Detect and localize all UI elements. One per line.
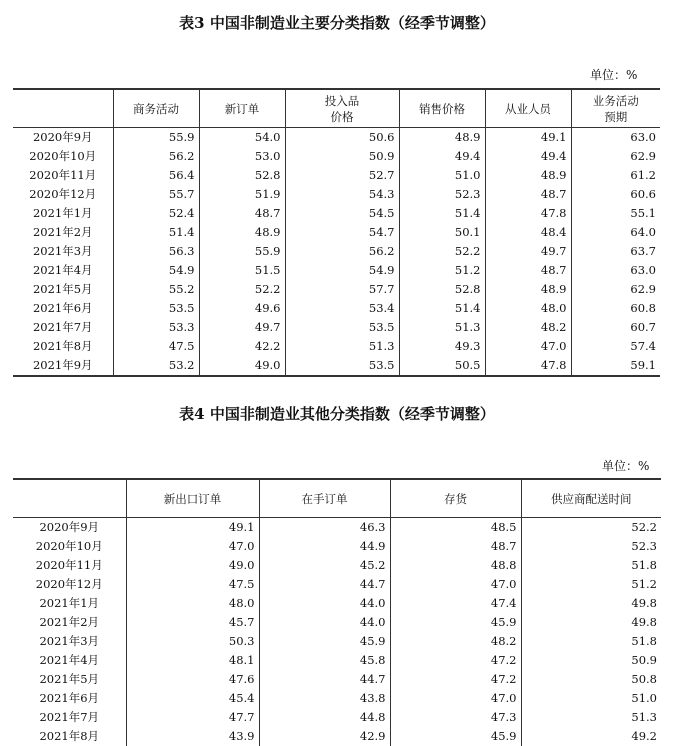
table4-row (13, 651, 661, 670)
table4-col-header: 在手订单 (259, 479, 390, 518)
table-cell: 50.6 (285, 128, 399, 148)
table-cell: 55.9 (113, 128, 199, 148)
table-cell: 49.6 (199, 299, 285, 318)
table-cell: 45.9 (259, 632, 390, 651)
table-cell: 51.4 (399, 204, 485, 223)
table-cell: 55.1 (571, 204, 660, 223)
table4-col-header: 供应商配送时间 (521, 479, 661, 518)
table-cell: 57.4 (571, 337, 660, 356)
table3-title: 表3 中国非制造业主要分类指数（经季节调整） (0, 12, 674, 33)
table-cell: 49.0 (126, 556, 259, 575)
table-cell: 45.9 (390, 613, 521, 632)
table-cell: 52.2 (199, 280, 285, 299)
table4-col-header: 新出口订单 (126, 479, 259, 518)
table-cell: 56.4 (113, 166, 199, 185)
table3-col-header: 从业人员 (485, 89, 571, 128)
row-label: 2021年7月 (13, 708, 126, 727)
table3-col-header: 商务活动 (113, 89, 199, 128)
table-cell: 51.4 (113, 223, 199, 242)
table4-row (13, 575, 661, 594)
table-cell: 53.4 (285, 299, 399, 318)
table-cell: 49.1 (126, 518, 259, 538)
table3-row (13, 185, 660, 204)
table-cell: 55.2 (113, 280, 199, 299)
table-cell: 53.2 (113, 356, 199, 376)
table-cell: 45.9 (390, 727, 521, 746)
table-cell: 57.7 (285, 280, 399, 299)
row-label: 2021年5月 (13, 670, 126, 689)
row-label: 2020年12月 (13, 185, 113, 204)
table-cell: 45.8 (259, 651, 390, 670)
table-cell: 42.2 (199, 337, 285, 356)
table-cell: 43.8 (259, 689, 390, 708)
table-cell: 49.0 (199, 356, 285, 376)
table-cell: 51.0 (399, 166, 485, 185)
row-label: 2021年2月 (13, 613, 126, 632)
table-cell: 48.9 (485, 166, 571, 185)
table-cell: 54.9 (285, 261, 399, 280)
table-cell: 52.3 (521, 537, 661, 556)
table-cell: 47.5 (126, 575, 259, 594)
table-cell: 51.0 (521, 689, 661, 708)
table-cell: 53.3 (113, 318, 199, 337)
table-cell: 48.9 (485, 280, 571, 299)
table-cell: 54.0 (199, 128, 285, 148)
row-label: 2021年5月 (13, 280, 113, 299)
table-cell: 61.2 (571, 166, 660, 185)
table-cell: 48.7 (199, 204, 285, 223)
table3-row (13, 147, 660, 166)
table4-unit: 单位：% (602, 457, 649, 474)
table-cell: 47.8 (485, 204, 571, 223)
table3-row (13, 128, 660, 148)
table4-row (13, 632, 661, 651)
row-label: 2021年1月 (13, 594, 126, 613)
table3-row (13, 223, 660, 242)
table3-col-header: 销售价格 (399, 89, 485, 128)
row-label: 2021年4月 (13, 651, 126, 670)
table-cell: 51.5 (199, 261, 285, 280)
table-cell: 60.8 (571, 299, 660, 318)
table-cell: 54.5 (285, 204, 399, 223)
row-label: 2020年10月 (13, 537, 126, 556)
row-label: 2020年12月 (13, 575, 126, 594)
table3-row (13, 337, 660, 356)
table3 (13, 88, 660, 377)
table4-row (13, 613, 661, 632)
table-cell: 48.7 (485, 185, 571, 204)
table-cell: 49.4 (485, 147, 571, 166)
table-cell: 47.0 (390, 689, 521, 708)
table-cell: 44.0 (259, 594, 390, 613)
table-cell: 51.3 (399, 318, 485, 337)
table4-row (13, 708, 661, 727)
table-cell: 55.9 (199, 242, 285, 261)
table-cell: 64.0 (571, 223, 660, 242)
table-cell: 50.1 (399, 223, 485, 242)
table4-header-row (13, 479, 661, 518)
table3-row (13, 318, 660, 337)
table-cell: 52.3 (399, 185, 485, 204)
row-label: 2021年8月 (13, 337, 113, 356)
row-label: 2021年2月 (13, 223, 113, 242)
table-cell: 49.8 (521, 613, 661, 632)
table-cell: 63.0 (571, 261, 660, 280)
table4-col-header (13, 479, 126, 518)
table4-col-header: 存货 (390, 479, 521, 518)
row-label: 2021年3月 (13, 632, 126, 651)
table-cell: 43.9 (126, 727, 259, 746)
table-cell: 49.2 (521, 727, 661, 746)
row-label: 2021年1月 (13, 204, 113, 223)
table-cell: 49.1 (485, 128, 571, 148)
table-cell: 44.0 (259, 613, 390, 632)
table3-row (13, 261, 660, 280)
row-label: 2020年9月 (13, 518, 126, 538)
table3-row (13, 299, 660, 318)
row-label: 2021年7月 (13, 318, 113, 337)
table3-header-row (13, 89, 660, 128)
table-cell: 48.2 (390, 632, 521, 651)
table3-row (13, 242, 660, 261)
table-cell: 52.8 (399, 280, 485, 299)
table-cell: 54.7 (285, 223, 399, 242)
table-cell: 62.9 (571, 147, 660, 166)
table-cell: 49.3 (399, 337, 485, 356)
table-cell: 51.3 (285, 337, 399, 356)
table-cell: 56.2 (113, 147, 199, 166)
row-label: 2021年6月 (13, 299, 113, 318)
table-cell: 47.3 (390, 708, 521, 727)
table-cell: 53.5 (113, 299, 199, 318)
table4-row (13, 689, 661, 708)
table-cell: 44.8 (259, 708, 390, 727)
table3-row (13, 356, 660, 376)
table-cell: 52.4 (113, 204, 199, 223)
table-cell: 48.0 (126, 594, 259, 613)
table-cell: 60.6 (571, 185, 660, 204)
table-cell: 49.7 (199, 318, 285, 337)
table-cell: 48.7 (390, 537, 521, 556)
table4-row (13, 727, 661, 746)
table3-col-header: 新订单 (199, 89, 285, 128)
row-label: 2021年6月 (13, 689, 126, 708)
table4 (13, 478, 661, 746)
table-cell: 50.3 (126, 632, 259, 651)
row-label: 2020年9月 (13, 128, 113, 148)
table3-col-header: 业务活动 预期 (571, 89, 660, 128)
table-cell: 48.9 (199, 223, 285, 242)
table-cell: 47.0 (485, 337, 571, 356)
table3-col-header (13, 89, 113, 128)
table4-title: 表4 中国非制造业其他分类指数（经季节调整） (0, 403, 674, 424)
table-cell: 63.7 (571, 242, 660, 261)
table4-row (13, 594, 661, 613)
table-cell: 50.8 (521, 670, 661, 689)
table4-row (13, 537, 661, 556)
table-cell: 53.0 (199, 147, 285, 166)
table-cell: 53.5 (285, 318, 399, 337)
table-cell: 59.1 (571, 356, 660, 376)
table-cell: 48.4 (485, 223, 571, 242)
table-cell: 48.2 (485, 318, 571, 337)
table-cell: 54.3 (285, 185, 399, 204)
row-label: 2020年11月 (13, 556, 126, 575)
table-cell: 51.8 (521, 632, 661, 651)
table3-col-header: 投入品 价格 (285, 89, 399, 128)
table-cell: 44.7 (259, 575, 390, 594)
table-cell: 53.5 (285, 356, 399, 376)
table-cell: 44.7 (259, 670, 390, 689)
row-label: 2020年11月 (13, 166, 113, 185)
table-cell: 63.0 (571, 128, 660, 148)
table-cell: 48.0 (485, 299, 571, 318)
table-cell: 47.2 (390, 651, 521, 670)
table-cell: 56.2 (285, 242, 399, 261)
table-cell: 52.8 (199, 166, 285, 185)
row-label: 2020年10月 (13, 147, 113, 166)
row-label: 2021年3月 (13, 242, 113, 261)
table-cell: 50.5 (399, 356, 485, 376)
table-cell: 44.9 (259, 537, 390, 556)
table-cell: 50.9 (521, 651, 661, 670)
table-cell: 47.0 (390, 575, 521, 594)
table-cell: 47.4 (390, 594, 521, 613)
table-cell: 56.3 (113, 242, 199, 261)
table-cell: 52.2 (521, 518, 661, 538)
table-cell: 51.2 (521, 575, 661, 594)
table-cell: 47.2 (390, 670, 521, 689)
table-cell: 48.9 (399, 128, 485, 148)
table-cell: 62.9 (571, 280, 660, 299)
table-cell: 45.7 (126, 613, 259, 632)
table-cell: 45.4 (126, 689, 259, 708)
table-cell: 48.8 (390, 556, 521, 575)
table-cell: 50.9 (285, 147, 399, 166)
table-cell: 47.0 (126, 537, 259, 556)
table3-row (13, 280, 660, 299)
table-cell: 51.3 (521, 708, 661, 727)
row-label: 2021年9月 (13, 356, 113, 376)
table-cell: 51.2 (399, 261, 485, 280)
table3-row (13, 204, 660, 223)
table-cell: 49.7 (485, 242, 571, 261)
table-cell: 49.8 (521, 594, 661, 613)
table-cell: 52.2 (399, 242, 485, 261)
table-cell: 55.7 (113, 185, 199, 204)
table-cell: 52.7 (285, 166, 399, 185)
table3-row (13, 166, 660, 185)
table-cell: 60.7 (571, 318, 660, 337)
table3-body (13, 128, 660, 377)
table-cell: 47.7 (126, 708, 259, 727)
table-cell: 46.3 (259, 518, 390, 538)
table4-body (13, 518, 661, 746)
table4-row (13, 670, 661, 689)
table-cell: 51.9 (199, 185, 285, 204)
table4-row (13, 518, 661, 538)
table-cell: 48.1 (126, 651, 259, 670)
table-cell: 51.8 (521, 556, 661, 575)
table4-row (13, 556, 661, 575)
table-cell: 49.4 (399, 147, 485, 166)
table-cell: 47.6 (126, 670, 259, 689)
table-cell: 47.5 (113, 337, 199, 356)
table-cell: 47.8 (485, 356, 571, 376)
table3-unit: 单位：% (590, 66, 637, 83)
table-cell: 48.7 (485, 261, 571, 280)
table-cell: 51.4 (399, 299, 485, 318)
table-cell: 42.9 (259, 727, 390, 746)
row-label: 2021年4月 (13, 261, 113, 280)
row-label: 2021年8月 (13, 727, 126, 746)
table-cell: 45.2 (259, 556, 390, 575)
table-cell: 48.5 (390, 518, 521, 538)
table-cell: 54.9 (113, 261, 199, 280)
